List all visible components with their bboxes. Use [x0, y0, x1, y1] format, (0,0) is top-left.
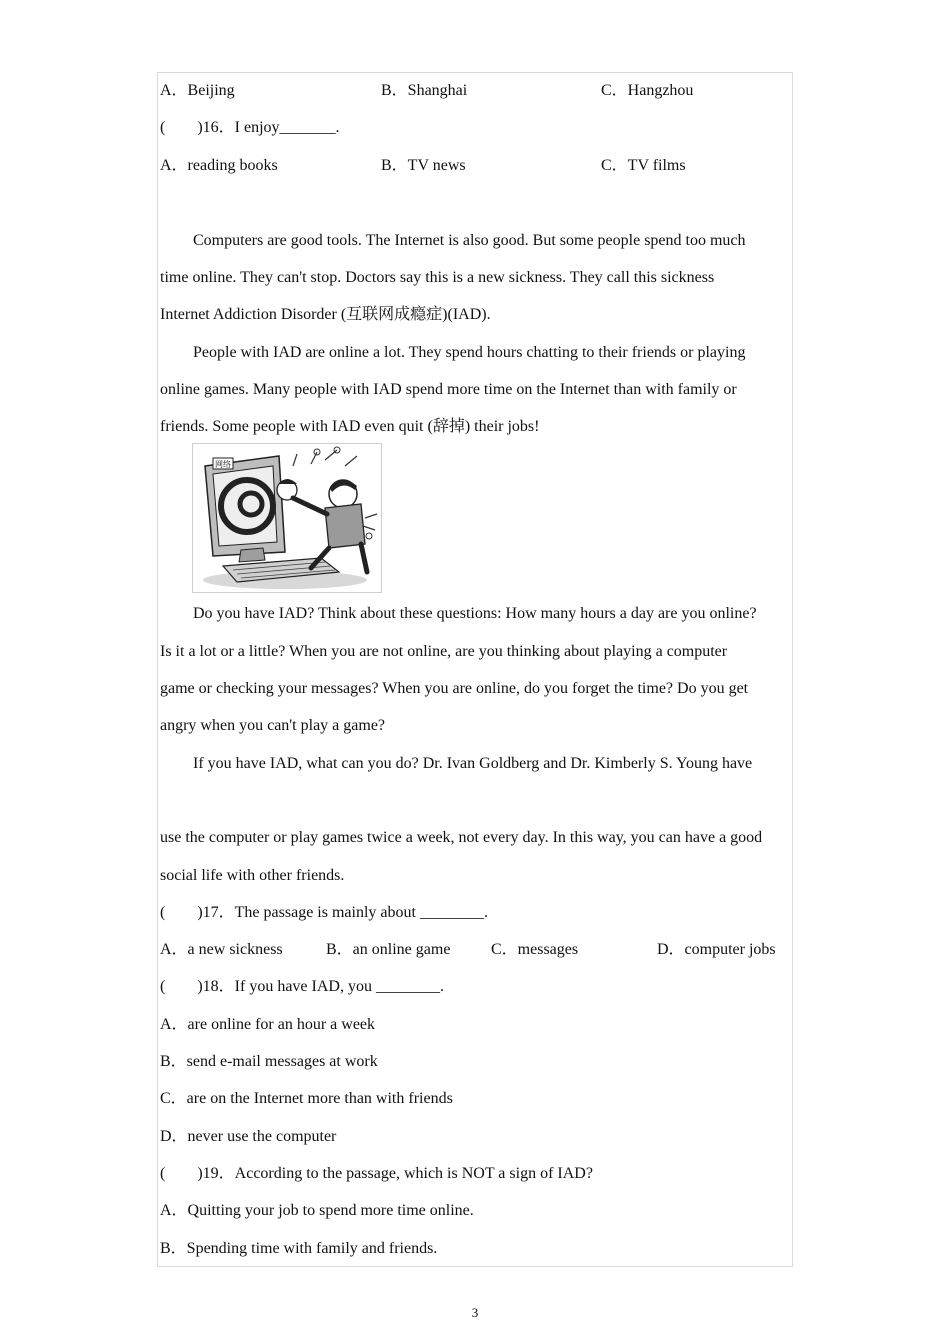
page-number: 3 [471, 1305, 479, 1320]
passage-p4-line: If you have IAD, what can you do? Dr. Ivan Goldberg and Dr. Kimberly S. Young have [193, 755, 753, 772]
passage-p3-line: angry when you can't play a game? [160, 717, 386, 734]
q19-option-a: A．Quitting your job to spend more time online. [160, 1202, 474, 1219]
passage-p3-line: Is it a lot or a little? When you are not online, are you thinking about playing a computer [160, 643, 728, 660]
q15-option-a: A．Beijing [160, 82, 235, 99]
passage-p1-line: time online. They can't stop. Doctors say this is a new sickness. They call this sickness [160, 269, 715, 286]
q15-option-b: B．Shanghai [381, 82, 468, 99]
q18-option-d: D．never use the computer [160, 1128, 337, 1145]
q18-stem: ( )18．If you have IAD, you ________. [160, 978, 444, 995]
q16-stem: ( )16．I enjoy_______. [160, 119, 340, 136]
q17-option-c: C．messages [491, 941, 579, 958]
passage-p1-line: Computers are good tools. The Internet is also good. But some people spend too much [193, 232, 746, 249]
q17-stem: ( )17．The passage is mainly about ________. [160, 904, 488, 921]
passage-p4-line: social life with other friends. [160, 867, 345, 884]
q16-option-c: C．TV films [601, 157, 686, 174]
q18-option-c: C．are on the Internet more than with friends [160, 1090, 453, 1107]
q17-option-d: D．computer jobs [657, 941, 776, 958]
q16-option-b: B．TV news [381, 157, 466, 174]
passage-p2-line: online games. Many people with IAD spend more time on the Internet than with family or [160, 381, 737, 398]
iad-illustration [192, 443, 382, 593]
q16-option-a: A．reading books [160, 157, 278, 174]
q15-option-c: C．Hangzhou [601, 82, 694, 99]
q18-option-b: B．send e-mail messages at work [160, 1053, 378, 1070]
passage-p3-line: Do you have IAD? Think about these questions: How many hours a day are you online? [193, 605, 757, 622]
passage-p4-line: use the computer or play games twice a week, not every day. In this way, you can have a good [160, 829, 763, 846]
q17-option-b: B．an online game [326, 941, 451, 958]
passage-p1-line: Internet Addiction Disorder (互联网成瘾症)(IAD). [160, 306, 491, 323]
q19-stem: ( )19．According to the passage, which is NOT a sign of IAD? [160, 1165, 593, 1182]
screen-label: 网络 [215, 460, 231, 469]
passage-p2-line: friends. Some people with IAD even quit (辞掉) their jobs! [160, 418, 540, 435]
page-content-frame [157, 72, 793, 1267]
q17-option-a: A．a new sickness [160, 941, 283, 958]
q18-option-a: A．are online for an hour a week [160, 1016, 376, 1033]
passage-p2-line: People with IAD are online a lot. They spend hours chatting to their friends or playing [193, 344, 746, 361]
computer-addiction-drawing [193, 444, 381, 592]
q19-option-b: B．Spending time with family and friends. [160, 1240, 438, 1257]
passage-p3-line: game or checking your messages? When you are online, do you forget the time? Do you get [160, 680, 749, 697]
